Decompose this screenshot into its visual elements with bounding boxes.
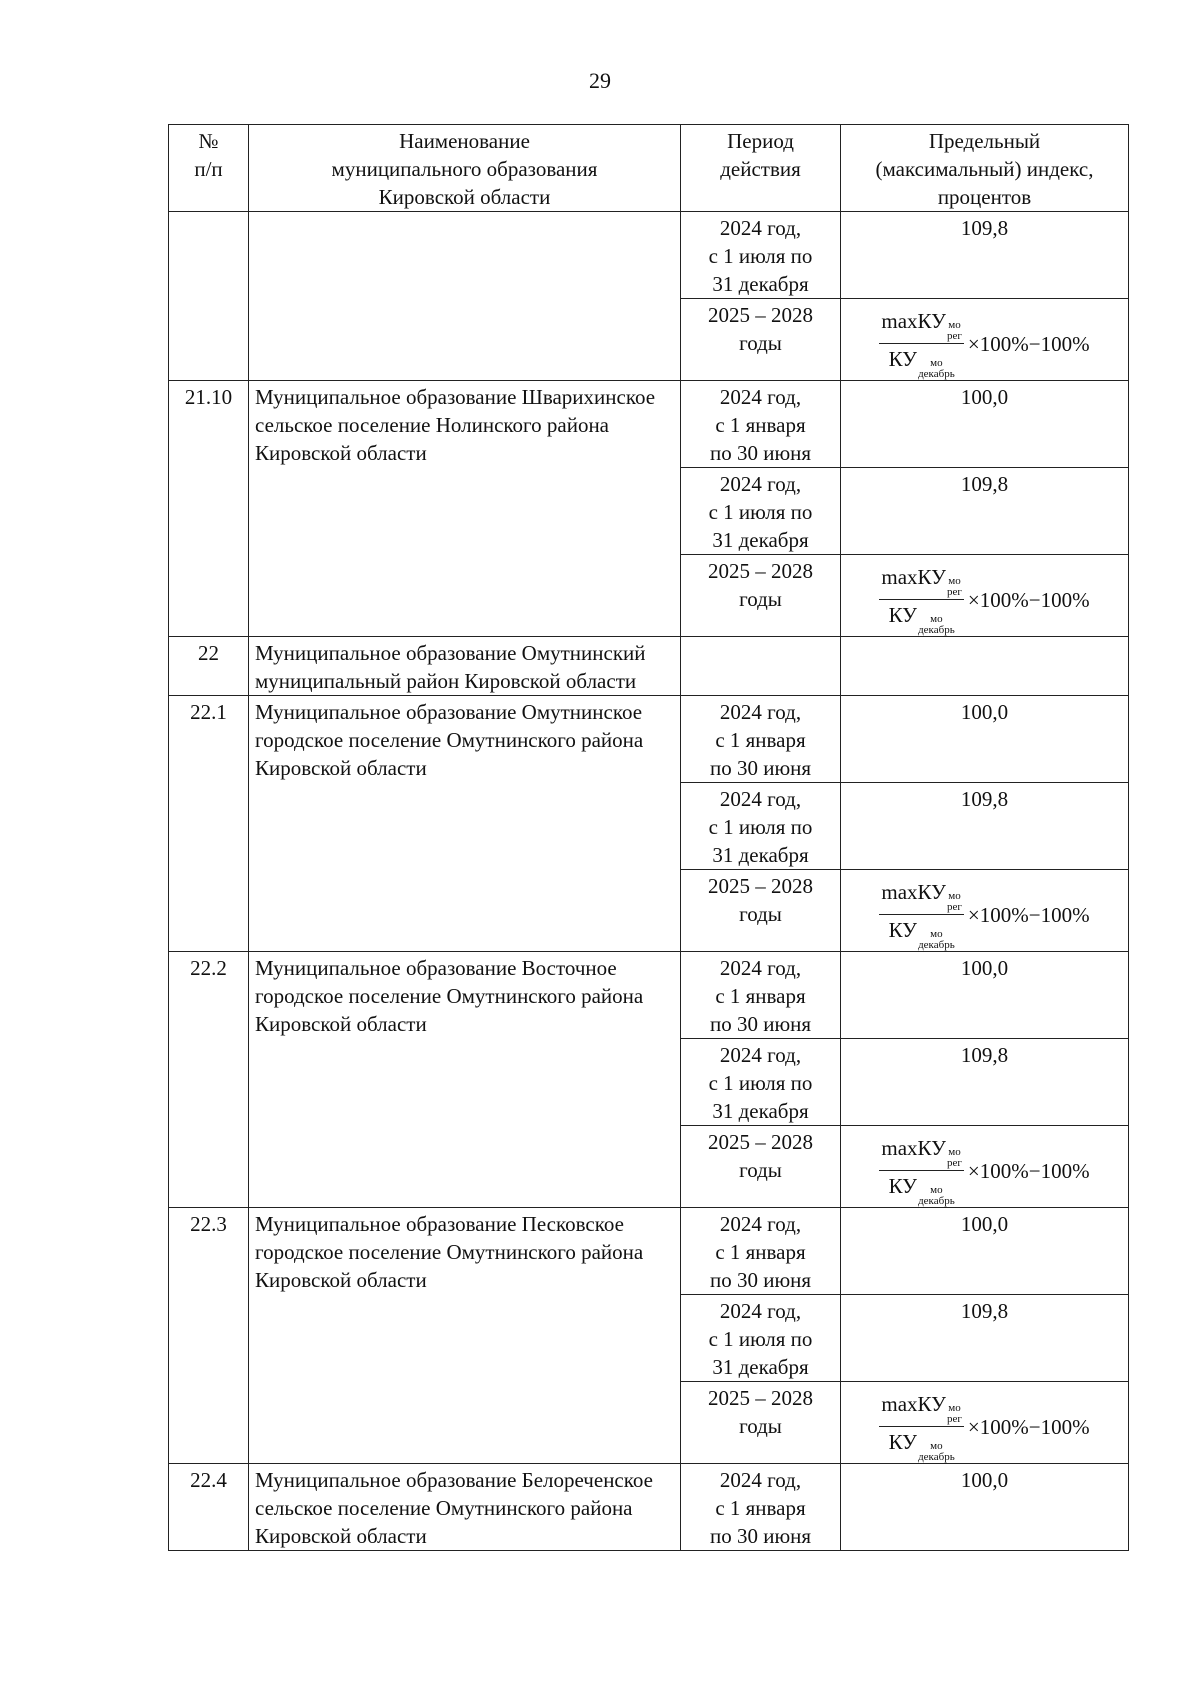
municipality-name: Муниципальное образование Белореченское сельское поселение Омутнинского района Кировской области <box>249 1464 681 1551</box>
formula-bot-scripts <box>918 1441 955 1463</box>
formula-bot-sub: декабрь <box>918 1195 955 1207</box>
period-cell: 2025 – 2028 годы <box>681 555 841 637</box>
table-row <box>169 637 1129 696</box>
index-cell <box>841 1126 1129 1208</box>
formula-bot-sup: мо <box>930 1184 943 1196</box>
index-cell: 109,8 <box>841 783 1129 870</box>
formula-fraction <box>879 563 964 636</box>
formula-bot-sup: мо <box>930 1440 943 1452</box>
formula-denominator <box>887 344 957 380</box>
table-row <box>169 952 1129 1039</box>
formula-denominator <box>887 915 957 951</box>
tariff-index-table <box>168 124 1129 1551</box>
formula-bot-main: КУ <box>888 1174 918 1198</box>
index-formula <box>879 307 1089 380</box>
formula-top-scripts <box>947 891 962 913</box>
index-cell <box>841 637 1129 696</box>
formula-bot-scripts <box>918 1185 955 1207</box>
municipality-name: Муниципальное образование Омутнинский муниципальный район Кировской области <box>249 637 681 696</box>
period-cell: 2024 год, с 1 января по 30 июня <box>681 1208 841 1295</box>
formula-denominator <box>887 1427 957 1463</box>
formula-fraction <box>879 307 964 380</box>
formula-rest: ×100%−100% <box>967 1158 1090 1183</box>
period-cell: 2024 год, с 1 июля по 31 декабря <box>681 468 841 555</box>
formula-bot-scripts <box>918 358 955 380</box>
municipality-name: Муниципальное образование Омутнинское городское поселение Омутнинского района Кировской области <box>249 696 681 952</box>
period-cell: 2024 год, с 1 января по 30 июня <box>681 952 841 1039</box>
header-name: Наименование муниципального образования Кировской области <box>249 125 681 212</box>
formula-top-sup: мо <box>948 575 961 587</box>
table-row <box>169 381 1129 468</box>
formula-bot-sup: мо <box>930 357 943 369</box>
municipality-name: Муниципальное образование Песковское городское поселение Омутнинского района Кировской области <box>249 1208 681 1464</box>
index-cell: 109,8 <box>841 212 1129 299</box>
table-header-row <box>169 125 1129 212</box>
row-number: 22 <box>169 637 249 696</box>
formula-rest: ×100%−100% <box>967 1414 1090 1439</box>
header-index: Предельный (максимальный) индекс, процентов <box>841 125 1129 212</box>
period-cell: 2024 год, с 1 июля по 31 декабря <box>681 783 841 870</box>
row-number <box>169 212 249 381</box>
period-cell: 2025 – 2028 годы <box>681 1382 841 1464</box>
formula-top-scripts <box>947 576 962 598</box>
formula-bot-scripts <box>918 614 955 636</box>
index-formula <box>879 878 1089 951</box>
row-number: 22.2 <box>169 952 249 1208</box>
municipality-name: Муниципальное образование Восточное городское поселение Омутнинского района Кировской области <box>249 952 681 1208</box>
index-cell: 100,0 <box>841 1464 1129 1551</box>
formula-fraction <box>879 1134 964 1207</box>
formula-top-main: maxКУ <box>881 1136 947 1160</box>
header-num: № п/п <box>169 125 249 212</box>
header-period: Период действия <box>681 125 841 212</box>
formula-numerator <box>879 563 964 600</box>
formula-bot-sup: мо <box>930 928 943 940</box>
municipality-name <box>249 212 681 381</box>
index-cell: 100,0 <box>841 381 1129 468</box>
row-number: 22.1 <box>169 696 249 952</box>
index-cell: 100,0 <box>841 1208 1129 1295</box>
formula-bot-main: КУ <box>888 347 918 371</box>
period-cell: 2025 – 2028 годы <box>681 870 841 952</box>
formula-numerator <box>879 1134 964 1171</box>
table-row <box>169 696 1129 783</box>
formula-numerator <box>879 878 964 915</box>
formula-rest: ×100%−100% <box>967 331 1090 356</box>
index-cell <box>841 870 1129 952</box>
formula-fraction <box>879 878 964 951</box>
formula-top-sub: рег <box>947 330 962 342</box>
index-cell <box>841 299 1129 381</box>
formula-bot-main: КУ <box>888 1430 918 1454</box>
index-cell <box>841 1382 1129 1464</box>
period-cell: 2024 год, с 1 июля по 31 декабря <box>681 1295 841 1382</box>
formula-top-scripts <box>947 320 962 342</box>
index-cell: 100,0 <box>841 952 1129 1039</box>
formula-denominator <box>887 600 957 636</box>
index-cell: 109,8 <box>841 1295 1129 1382</box>
formula-top-sub: рег <box>947 1413 962 1425</box>
formula-top-sup: мо <box>948 319 961 331</box>
index-cell: 109,8 <box>841 1039 1129 1126</box>
period-cell: 2024 год, с 1 января по 30 июня <box>681 696 841 783</box>
formula-bot-main: КУ <box>888 918 918 942</box>
formula-bot-sub: декабрь <box>918 368 955 380</box>
formula-bot-main: КУ <box>888 603 918 627</box>
formula-top-scripts <box>947 1403 962 1425</box>
formula-top-main: maxКУ <box>881 1392 947 1416</box>
formula-bot-sub: декабрь <box>918 624 955 636</box>
table-row <box>169 1208 1129 1295</box>
period-cell: 2024 год, с 1 июля по 31 декабря <box>681 212 841 299</box>
index-cell: 109,8 <box>841 468 1129 555</box>
formula-rest: ×100%−100% <box>967 902 1090 927</box>
index-formula <box>879 563 1089 636</box>
formula-denominator <box>887 1171 957 1207</box>
period-cell: 2024 год, с 1 июля по 31 декабря <box>681 1039 841 1126</box>
formula-rest: ×100%−100% <box>967 587 1090 612</box>
formula-top-sub: рег <box>947 901 962 913</box>
formula-fraction <box>879 1390 964 1463</box>
period-cell: 2024 год, с 1 января по 30 июня <box>681 1464 841 1551</box>
period-cell: 2025 – 2028 годы <box>681 1126 841 1208</box>
index-formula <box>879 1134 1089 1207</box>
index-cell: 100,0 <box>841 696 1129 783</box>
formula-bot-scripts <box>918 929 955 951</box>
period-cell <box>681 637 841 696</box>
formula-bot-sub: декабрь <box>918 939 955 951</box>
formula-top-sup: мо <box>948 1402 961 1414</box>
table-row <box>169 212 1129 299</box>
table-body <box>169 212 1129 1551</box>
row-number: 21.10 <box>169 381 249 637</box>
formula-top-sup: мо <box>948 890 961 902</box>
formula-top-sub: рег <box>947 586 962 598</box>
index-cell <box>841 555 1129 637</box>
formula-top-main: maxКУ <box>881 565 947 589</box>
formula-top-main: maxКУ <box>881 880 947 904</box>
table-row <box>169 1464 1129 1551</box>
row-number: 22.4 <box>169 1464 249 1551</box>
index-formula <box>879 1390 1089 1463</box>
municipality-name: Муниципальное образование Шварихинское сельское поселение Нолинского района Кировской области <box>249 381 681 637</box>
formula-numerator <box>879 1390 964 1427</box>
period-cell: 2025 – 2028 годы <box>681 299 841 381</box>
formula-top-sub: рег <box>947 1157 962 1169</box>
formula-numerator <box>879 307 964 344</box>
formula-top-scripts <box>947 1147 962 1169</box>
formula-bot-sub: декабрь <box>918 1451 955 1463</box>
formula-bot-sup: мо <box>930 613 943 625</box>
page-number: 29 <box>589 68 611 93</box>
formula-top-sup: мо <box>948 1146 961 1158</box>
row-number: 22.3 <box>169 1208 249 1464</box>
formula-top-main: maxКУ <box>881 309 947 333</box>
period-cell: 2024 год, с 1 января по 30 июня <box>681 381 841 468</box>
